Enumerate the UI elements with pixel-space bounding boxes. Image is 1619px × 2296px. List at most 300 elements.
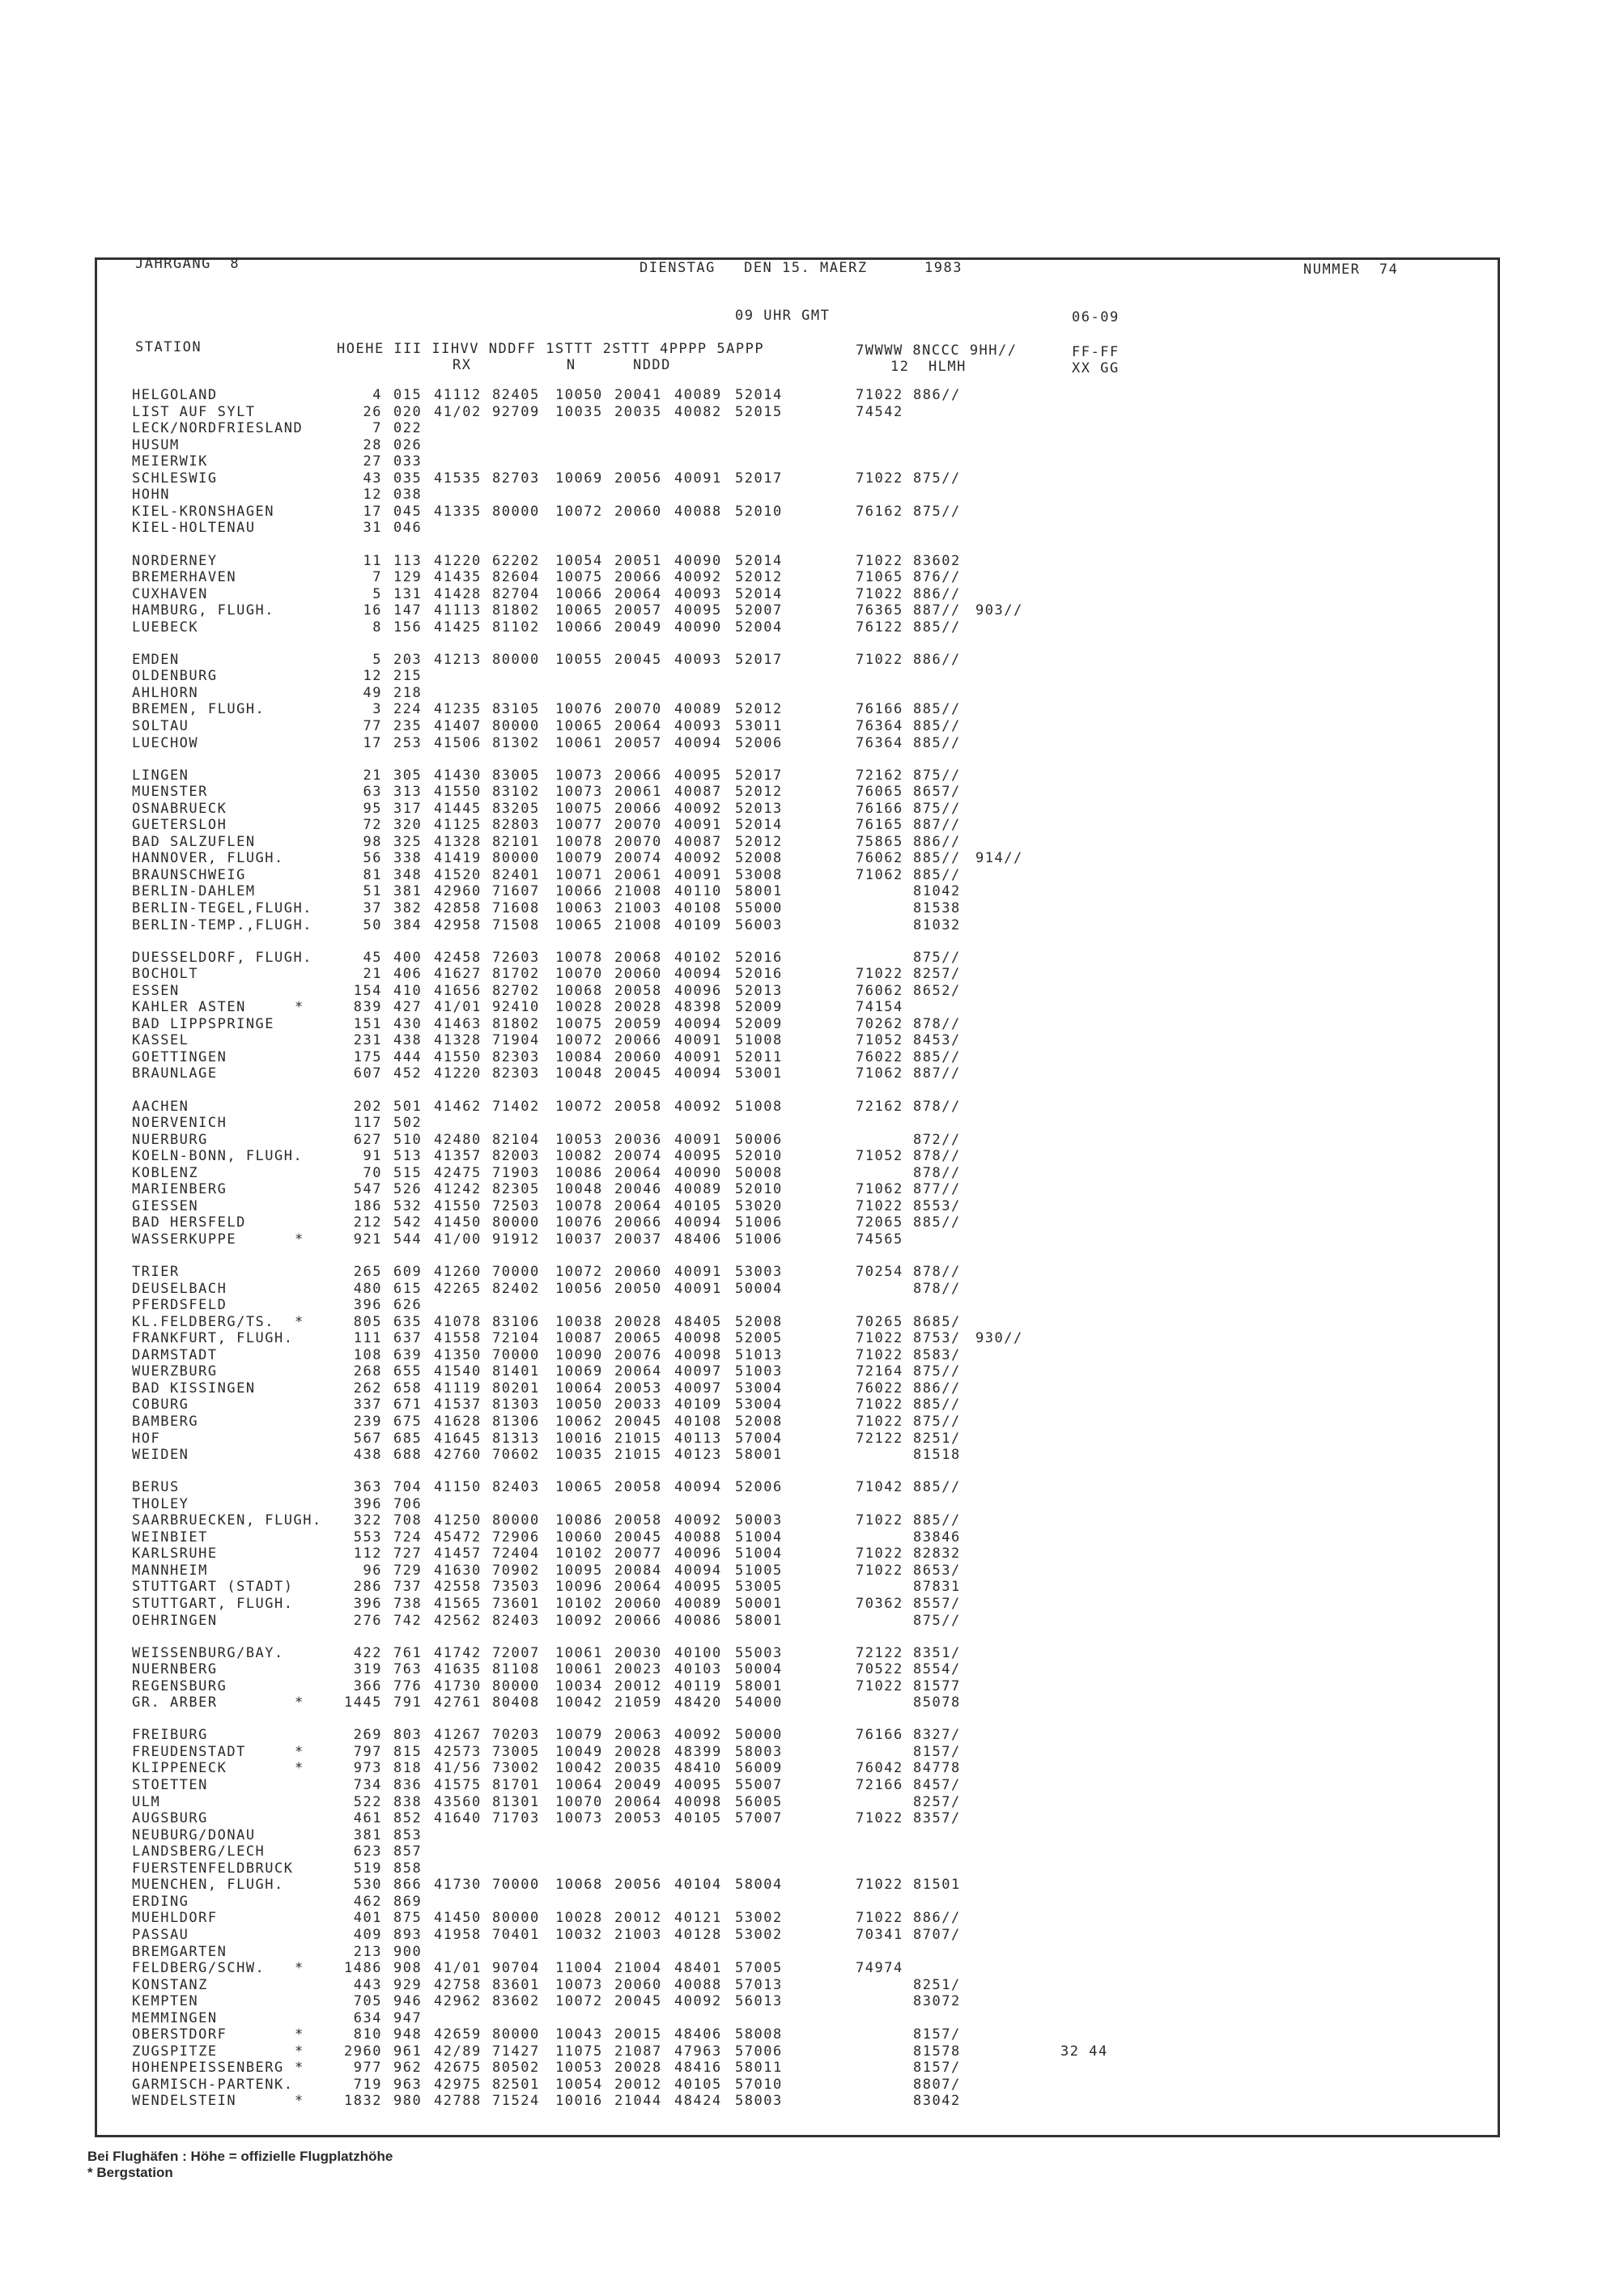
elevation: 810 <box>353 2026 382 2043</box>
group-7wwww: 74565 <box>856 1231 903 1248</box>
elevation: 547 <box>353 1181 382 1198</box>
group-1sttt: 10053 <box>555 1131 603 1148</box>
group-2sttt: 20064 <box>614 585 662 602</box>
group-1sttt: 10079 <box>555 1727 603 1744</box>
table-row <box>0 1794 1619 1810</box>
column-header-groups-sub: RX N NDDD <box>453 357 671 373</box>
station: MUEHLDORF <box>132 1910 218 1927</box>
group-1sttt: 10084 <box>555 1048 603 1065</box>
group-9hh: 914// <box>975 850 1023 867</box>
group-2sttt: 20035 <box>614 1760 662 1777</box>
station-index: 853 <box>393 1826 423 1843</box>
table-row <box>0 2043 1619 2060</box>
station: BAMBERG <box>132 1413 199 1430</box>
group-1sttt: 10062 <box>555 1413 603 1430</box>
group-5appp: 52011 <box>735 1048 783 1065</box>
station-index: 675 <box>393 1413 423 1430</box>
station-index: 131 <box>393 585 423 602</box>
station-index: 045 <box>393 503 423 520</box>
group-iihvv: 41/02 <box>434 403 482 420</box>
station: COBURG <box>132 1397 189 1414</box>
group-1sttt: 10060 <box>555 1529 603 1546</box>
group-7wwww: 71062 <box>856 1181 903 1198</box>
group-nddff: 71903 <box>492 1164 540 1181</box>
elevation: 17 <box>363 734 382 751</box>
group-5appp: 53008 <box>735 866 783 883</box>
group-7wwww: 70362 <box>856 1596 903 1612</box>
station: HOHN <box>132 487 170 504</box>
station-index: 317 <box>393 800 423 817</box>
group-iihvv: 41506 <box>434 734 482 751</box>
group-8nccc: 81577 <box>913 1677 961 1694</box>
station: TRIER <box>132 1264 180 1280</box>
group-4pppp: 40093 <box>674 717 722 734</box>
report-date: DIENSTAG DEN 15. MAERZ 1983 <box>640 260 962 276</box>
station: KIEL-KRONSHAGEN <box>132 503 275 520</box>
group-5appp: 52006 <box>735 734 783 751</box>
table-row <box>0 950 1619 966</box>
group-2sttt: 20033 <box>614 1397 662 1414</box>
group-1sttt: 11004 <box>555 1960 603 1976</box>
elevation: 973 <box>353 1760 382 1777</box>
station-index: 838 <box>393 1793 423 1810</box>
group-2sttt: 20045 <box>614 1413 662 1430</box>
group-4pppp: 40089 <box>674 701 722 718</box>
station-index: 020 <box>393 403 423 420</box>
group-4pppp: 40093 <box>674 585 722 602</box>
group-5appp: 56009 <box>735 1760 783 1777</box>
table-row <box>0 1563 1619 1579</box>
group-2sttt: 20053 <box>614 1810 662 1827</box>
group-1sttt: 10075 <box>555 800 603 817</box>
station: BREMGARTEN <box>132 1943 227 1960</box>
group-nddff: 82101 <box>492 833 540 850</box>
station: WEISSENBURG/BAY. <box>132 1644 284 1661</box>
group-iihvv: 41462 <box>434 1098 482 1115</box>
group-7wwww: 74154 <box>856 999 903 1016</box>
group-5appp: 55003 <box>735 1644 783 1661</box>
group-nddff: 82405 <box>492 387 540 403</box>
group-nddff: 72104 <box>492 1330 540 1347</box>
elevation: 31 <box>363 520 382 537</box>
group-1sttt: 10078 <box>555 949 603 966</box>
group-1sttt: 10070 <box>555 1793 603 1810</box>
station: KAHLER ASTEN <box>132 999 246 1016</box>
elevation: 705 <box>353 1993 382 2010</box>
station: BERUS <box>132 1479 180 1496</box>
group-4pppp: 40088 <box>674 503 722 520</box>
group-5appp: 52014 <box>735 387 783 403</box>
group-5appp: 54000 <box>735 1694 783 1711</box>
group-5appp: 53011 <box>735 717 783 734</box>
table-row <box>0 966 1619 982</box>
group-4pppp: 40086 <box>674 1612 722 1629</box>
group-8nccc: 8453/ <box>913 1032 961 1049</box>
group-1sttt: 10048 <box>555 1181 603 1198</box>
group-8nccc: 8351/ <box>913 1644 961 1661</box>
group-8nccc: 83846 <box>913 1529 961 1546</box>
table-row <box>0 1877 1619 1893</box>
station-index: 818 <box>393 1760 423 1777</box>
group-iihvv: 42758 <box>434 1976 482 1993</box>
group-7wwww: 76166 <box>856 701 903 718</box>
station-index: 948 <box>393 2026 423 2043</box>
elevation: 805 <box>353 1313 382 1330</box>
group-1sttt: 10054 <box>555 552 603 569</box>
group-8nccc: 81032 <box>913 916 961 933</box>
group-1sttt: 10055 <box>555 651 603 668</box>
elevation: 553 <box>353 1529 382 1546</box>
group-nddff: 73503 <box>492 1579 540 1596</box>
station-index: 427 <box>393 999 423 1016</box>
group-iihvv: 41550 <box>434 1197 482 1214</box>
group-nddff: 70902 <box>492 1562 540 1579</box>
group-9hh: 930// <box>975 1330 1023 1347</box>
group-1sttt: 10086 <box>555 1512 603 1529</box>
elevation: 49 <box>363 684 382 701</box>
group-1sttt: 10072 <box>555 1032 603 1049</box>
station-index: 542 <box>393 1214 423 1231</box>
group-7wwww: 71042 <box>856 1479 903 1496</box>
group-8nccc: 885// <box>913 1479 961 1496</box>
group-5appp: 52008 <box>735 1313 783 1330</box>
column-header-ff-sub: XX GG <box>1072 360 1120 376</box>
group-8nccc: 81501 <box>913 1877 961 1894</box>
group-nddff: 83205 <box>492 800 540 817</box>
group-nddff: 92709 <box>492 403 540 420</box>
group-nddff: 72603 <box>492 949 540 966</box>
table-row <box>0 1032 1619 1048</box>
group-2sttt: 21015 <box>614 1430 662 1447</box>
table-row <box>0 784 1619 800</box>
group-iihvv: 41730 <box>434 1677 482 1694</box>
issue-number: NUMMER 74 <box>1303 261 1399 278</box>
group-4pppp: 40094 <box>674 734 722 751</box>
group-nddff: 82803 <box>492 817 540 834</box>
group-1sttt: 10042 <box>555 1760 603 1777</box>
group-8nccc: 8557/ <box>913 1596 961 1612</box>
group-2sttt: 20070 <box>614 701 662 718</box>
group-8nccc: 885// <box>913 850 961 867</box>
group-4pppp: 40091 <box>674 1264 722 1280</box>
group-5appp: 52016 <box>735 949 783 966</box>
group-5appp: 51006 <box>735 1231 783 1248</box>
group-iihvv: 41/00 <box>434 1231 482 1248</box>
group-2sttt: 20084 <box>614 1562 662 1579</box>
elevation: 95 <box>363 800 382 817</box>
table-row <box>0 1977 1619 1993</box>
group-nddff: 82401 <box>492 866 540 883</box>
table-row <box>0 1397 1619 1413</box>
elevation: 2960 <box>344 2043 382 2060</box>
column-header-group7: 7WWWW 8NCCC 9HH// <box>856 342 1018 359</box>
group-8nccc: 81518 <box>913 1447 961 1463</box>
group-5appp: 58001 <box>735 883 783 900</box>
station-index: 655 <box>393 1363 423 1380</box>
elevation: 81 <box>363 866 382 883</box>
group-iihvv: 42761 <box>434 1694 482 1711</box>
station-index: 708 <box>393 1512 423 1529</box>
group-5appp: 58008 <box>735 2026 783 2043</box>
elevation: 396 <box>353 1297 382 1314</box>
station: MUENSTER <box>132 784 208 801</box>
group-iihvv: 41535 <box>434 470 482 487</box>
group-1sttt: 10064 <box>555 1777 603 1793</box>
group-4pppp: 40113 <box>674 1430 722 1447</box>
group-iihvv: 41628 <box>434 1413 482 1430</box>
group-2sttt: 20049 <box>614 1777 662 1793</box>
group-4pppp: 40087 <box>674 784 722 801</box>
group-7wwww: 71022 <box>856 387 903 403</box>
group-1sttt: 10082 <box>555 1148 603 1165</box>
table-row <box>0 2026 1619 2043</box>
station-index: 430 <box>393 1015 423 1032</box>
group-2sttt: 20060 <box>614 1048 662 1065</box>
table-row <box>0 1414 1619 1430</box>
group-nddff: 82104 <box>492 1131 540 1148</box>
station-index: 929 <box>393 1976 423 1993</box>
elevation: 607 <box>353 1065 382 1082</box>
group-1sttt: 10069 <box>555 1363 603 1380</box>
elevation: 461 <box>353 1810 382 1827</box>
table-row <box>0 1744 1619 1760</box>
group-2sttt: 20051 <box>614 552 662 569</box>
group-2sttt: 20015 <box>614 2026 662 2043</box>
group-nddff: 80000 <box>492 2026 540 2043</box>
group-iihvv: 41435 <box>434 569 482 585</box>
station-index: 410 <box>393 982 423 999</box>
station: NUERBURG <box>132 1131 208 1148</box>
table-row <box>0 1777 1619 1793</box>
group-nddff: 80408 <box>492 1694 540 1711</box>
group-5appp: 52010 <box>735 1148 783 1165</box>
group-2sttt: 20012 <box>614 1677 662 1694</box>
station: LUECHOW <box>132 734 199 751</box>
station: FREUDENSTADT <box>132 1743 246 1760</box>
group-iihvv: 41958 <box>434 1926 482 1943</box>
elevation: 422 <box>353 1644 382 1661</box>
table-row <box>0 1546 1619 1562</box>
group-7wwww: 76042 <box>856 1760 903 1777</box>
group-iihvv: 41645 <box>434 1430 482 1447</box>
station-index: 501 <box>393 1098 423 1115</box>
group-nddff: 80000 <box>492 651 540 668</box>
station-index: 526 <box>393 1181 423 1198</box>
group-5appp: 52016 <box>735 966 783 983</box>
group-nddff: 72503 <box>492 1197 540 1214</box>
elevation: 627 <box>353 1131 382 1148</box>
group-4pppp: 48410 <box>674 1760 722 1777</box>
group-1sttt: 10061 <box>555 734 603 751</box>
station: KL.FELDBERG/TS. <box>132 1313 275 1330</box>
station: ULM <box>132 1793 161 1810</box>
table-row <box>0 1347 1619 1363</box>
group-5appp: 52014 <box>735 817 783 834</box>
group-2sttt: 20036 <box>614 1131 662 1148</box>
group-8nccc: 876// <box>913 569 961 585</box>
group-nddff: 73005 <box>492 1743 540 1760</box>
group-2sttt: 21044 <box>614 2093 662 2110</box>
station: LANDSBERG/LECH <box>132 1843 266 1860</box>
group-4pppp: 40091 <box>674 1131 722 1148</box>
group-1sttt: 10066 <box>555 585 603 602</box>
group-5appp: 57007 <box>735 1810 783 1827</box>
group-iihvv: 41630 <box>434 1562 482 1579</box>
group-5appp: 51005 <box>735 1562 783 1579</box>
station: AHLHORN <box>132 684 199 701</box>
table-row <box>0 883 1619 899</box>
table-row <box>0 1049 1619 1065</box>
station: LINGEN <box>132 767 189 784</box>
group-7wwww: 76166 <box>856 1727 903 1744</box>
elevation: 438 <box>353 1447 382 1463</box>
group-2sttt: 20037 <box>614 1231 662 1248</box>
table-row <box>0 1645 1619 1661</box>
table-row <box>0 801 1619 817</box>
elevation: 91 <box>363 1148 382 1165</box>
group-2sttt: 20045 <box>614 1529 662 1546</box>
group-8nccc: 886// <box>913 651 961 668</box>
group-2sttt: 20077 <box>614 1546 662 1563</box>
group-7wwww: 76162 <box>856 503 903 520</box>
table-row <box>0 1431 1619 1447</box>
group-2sttt: 20060 <box>614 1264 662 1280</box>
group-2sttt: 20028 <box>614 1313 662 1330</box>
group-1sttt: 10028 <box>555 999 603 1016</box>
group-nddff: 80000 <box>492 717 540 734</box>
elevation: 462 <box>353 1893 382 1910</box>
group-8nccc: 8157/ <box>913 2060 961 2077</box>
station: GIESSEN <box>132 1197 199 1214</box>
group-8nccc: 878// <box>913 1164 961 1181</box>
station-index: 129 <box>393 569 423 585</box>
station-index: 639 <box>393 1346 423 1363</box>
group-8nccc: 887// <box>913 1065 961 1082</box>
table-row <box>0 1380 1619 1397</box>
group-4pppp: 40123 <box>674 1447 722 1463</box>
elevation: 175 <box>353 1048 382 1065</box>
group-nddff: 71608 <box>492 900 540 916</box>
table-row <box>0 2093 1619 2109</box>
group-8nccc: 885// <box>913 866 961 883</box>
group-4pppp: 48398 <box>674 999 722 1016</box>
table-row <box>0 1148 1619 1164</box>
group-7wwww: 72166 <box>856 1777 903 1793</box>
group-8nccc: 875// <box>913 1363 961 1380</box>
station-index: 235 <box>393 717 423 734</box>
station-index: 947 <box>393 2009 423 2026</box>
group-7wwww: 75865 <box>856 833 903 850</box>
group-iihvv: 41635 <box>434 1661 482 1678</box>
group-1sttt: 10072 <box>555 1264 603 1280</box>
group-1sttt: 11075 <box>555 2043 603 2060</box>
group-7wwww: 71062 <box>856 1065 903 1082</box>
group-1sttt: 10086 <box>555 1164 603 1181</box>
group-nddff: 71524 <box>492 2093 540 2110</box>
group-7wwww: 71022 <box>856 552 903 569</box>
station-index: 384 <box>393 916 423 933</box>
station: FUERSTENFELDBRUCK <box>132 1860 294 1877</box>
group-8nccc: 8657/ <box>913 784 961 801</box>
elevation: 72 <box>363 817 382 834</box>
elevation: 921 <box>353 1231 382 1248</box>
group-nddff: 81301 <box>492 1793 540 1810</box>
group-8nccc: 875// <box>913 470 961 487</box>
station-index: 961 <box>393 2043 423 2060</box>
elevation: 21 <box>363 767 382 784</box>
elevation: 51 <box>363 883 382 900</box>
group-7wwww: 71065 <box>856 569 903 585</box>
station: HUSUM <box>132 436 180 453</box>
station: NEUBURG/DONAU <box>132 1826 256 1843</box>
group-5appp: 58011 <box>735 2060 783 2077</box>
table-row <box>0 1579 1619 1595</box>
elevation: 5 <box>372 651 382 668</box>
station-index: 444 <box>393 1048 423 1065</box>
group-8nccc: 878// <box>913 1098 961 1115</box>
group-iihvv: 41425 <box>434 619 482 636</box>
group-1sttt: 10037 <box>555 1231 603 1248</box>
elevation: 269 <box>353 1727 382 1744</box>
station: DEUSELBACH <box>132 1280 227 1297</box>
group-4pppp: 40095 <box>674 1148 722 1165</box>
elevation: 112 <box>353 1546 382 1563</box>
station-index: 305 <box>393 767 423 784</box>
table-row <box>0 1479 1619 1495</box>
group-8nccc: 878// <box>913 1280 961 1297</box>
group-iihvv: 41/01 <box>434 1960 482 1976</box>
table-row <box>0 404 1619 420</box>
elevation: 977 <box>353 2060 382 2077</box>
station: MANNHEIM <box>132 1562 208 1579</box>
group-4pppp: 40109 <box>674 916 722 933</box>
group-iihvv: 41260 <box>434 1264 482 1280</box>
elevation: 797 <box>353 1743 382 1760</box>
group-8nccc: 84778 <box>913 1760 961 1777</box>
group-8nccc: 887// <box>913 602 961 619</box>
station: EMDEN <box>132 651 180 668</box>
station: KLIPPENECK <box>132 1760 227 1777</box>
group-8nccc: 8251/ <box>913 1430 961 1447</box>
station-index: 815 <box>393 1743 423 1760</box>
station: HAMBURG, FLUGH. <box>132 602 275 619</box>
station-index: 382 <box>393 900 423 916</box>
mountain-marker: * <box>295 1743 304 1760</box>
elevation: 5 <box>372 585 382 602</box>
group-2sttt: 21008 <box>614 883 662 900</box>
station-index: 035 <box>393 470 423 487</box>
group-nddff: 82403 <box>492 1612 540 1629</box>
elevation: 77 <box>363 717 382 734</box>
group-1sttt: 10061 <box>555 1661 603 1678</box>
group-nddff: 83102 <box>492 784 540 801</box>
group-nddff: 62202 <box>492 552 540 569</box>
elevation: 381 <box>353 1826 382 1843</box>
group-2sttt: 20058 <box>614 1098 662 1115</box>
group-8nccc: 885// <box>913 1214 961 1231</box>
group-2sttt: 20066 <box>614 767 662 784</box>
group-4pppp: 40121 <box>674 1910 722 1927</box>
station-index: 381 <box>393 883 423 900</box>
group-8nccc: 885// <box>913 1512 961 1529</box>
group-nddff: 70000 <box>492 1346 540 1363</box>
table-row <box>0 1860 1619 1877</box>
group-5appp: 52013 <box>735 982 783 999</box>
group-nddff: 83602 <box>492 1993 540 2010</box>
elevation: 43 <box>363 470 382 487</box>
group-1sttt: 10073 <box>555 784 603 801</box>
station-index: 026 <box>393 436 423 453</box>
